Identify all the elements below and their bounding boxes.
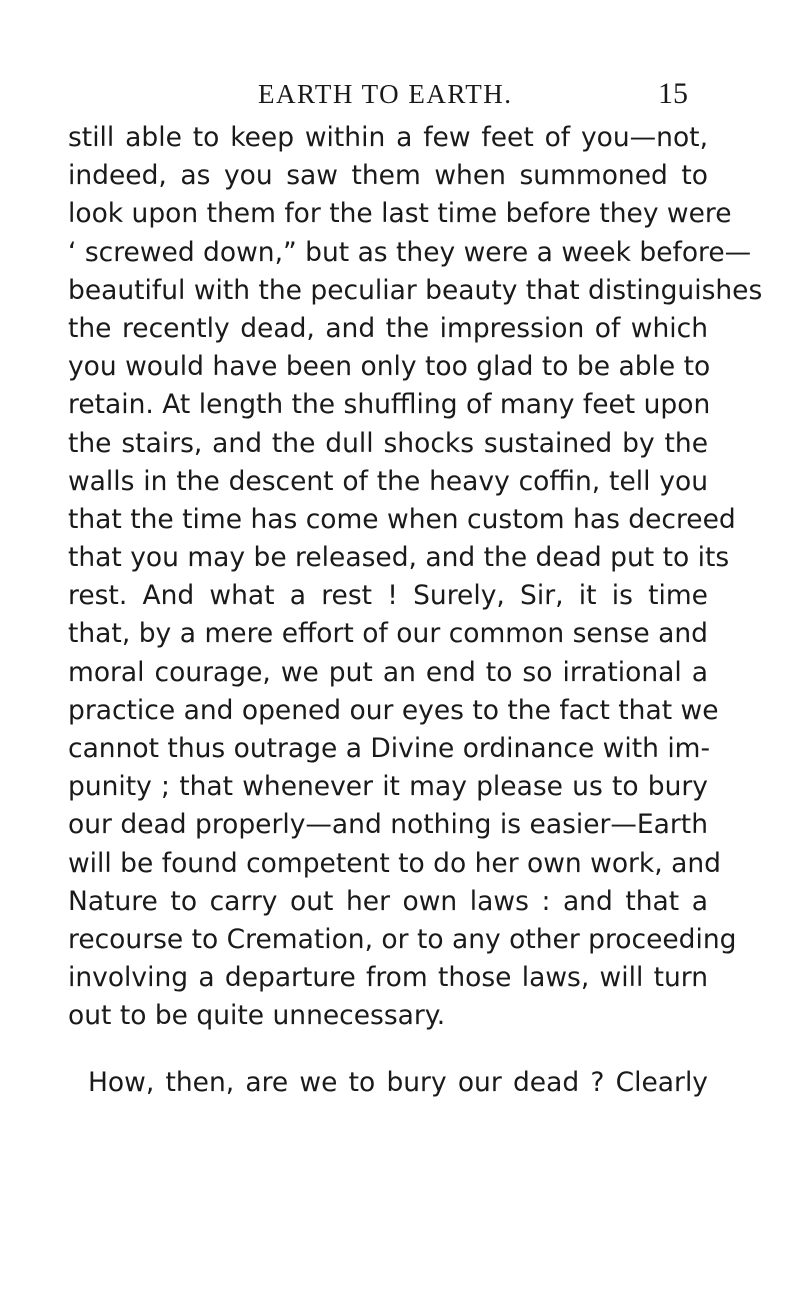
paragraph-spacer: [68, 1036, 708, 1064]
text-line: you would have been only too glad to be able to: [68, 351, 711, 383]
running-head: [0, 78, 800, 118]
text-line: retain. At length the shuffling of many feet upon: [68, 389, 711, 421]
text-line: will be found competent to do her own work, and: [68, 847, 721, 879]
text-line: cannot thus outrage a Divine ordinance with im-: [68, 733, 711, 764]
text-line: out to be quite unnecessary.: [68, 1000, 446, 1032]
text-line: that, by a mere effort of our common sense and: [68, 618, 708, 650]
body-text: [68, 119, 763, 1102]
text-line: moral courage, we put an end to so irrational a: [68, 656, 708, 688]
text-line: ‘ screwed down,” but as they were a week before—: [68, 236, 752, 268]
text-line: practice and opened our eyes to the fact that we: [68, 694, 719, 726]
text-line: beautiful with the peculiar beauty that distinguishes: [68, 274, 763, 306]
running-title: EARTH TO EARTH.: [258, 79, 513, 109]
paragraph: [68, 119, 763, 1036]
text-line: still able to keep within a few feet of you—not,: [68, 122, 708, 153]
text-line: recourse to Cremation, or to any other proceeding: [68, 923, 737, 955]
text-line: indeed, as you saw them when summoned to: [68, 160, 708, 192]
text-line: How, then, are we to bury our dead ? Clearly: [88, 1066, 708, 1098]
text-line: look upon them for the last time before they were: [68, 198, 732, 230]
text-line: walls in the descent of the heavy coffin, tell you: [68, 465, 708, 497]
text-line: Nature to carry out her own laws : and that a: [68, 885, 708, 917]
text-line: that you may be released, and the dead put to its: [68, 542, 730, 574]
text-line: the stairs, and the dull shocks sustained by the: [68, 427, 708, 459]
page-number: 15: [658, 77, 688, 110]
text-line: the recently dead, and the impression of which: [68, 312, 708, 344]
text-line: rest. And what a rest ! Surely, Sir, it is time: [68, 580, 708, 612]
text-line: involving a departure from those laws, will turn: [68, 962, 708, 994]
paragraph: [68, 1064, 708, 1102]
text-line: our dead properly—and nothing is easier—Earth: [68, 809, 708, 841]
text-line: punity ; that whenever it may please us to bury: [68, 771, 708, 803]
text-line: that the time has come when custom has decreed: [68, 503, 736, 535]
